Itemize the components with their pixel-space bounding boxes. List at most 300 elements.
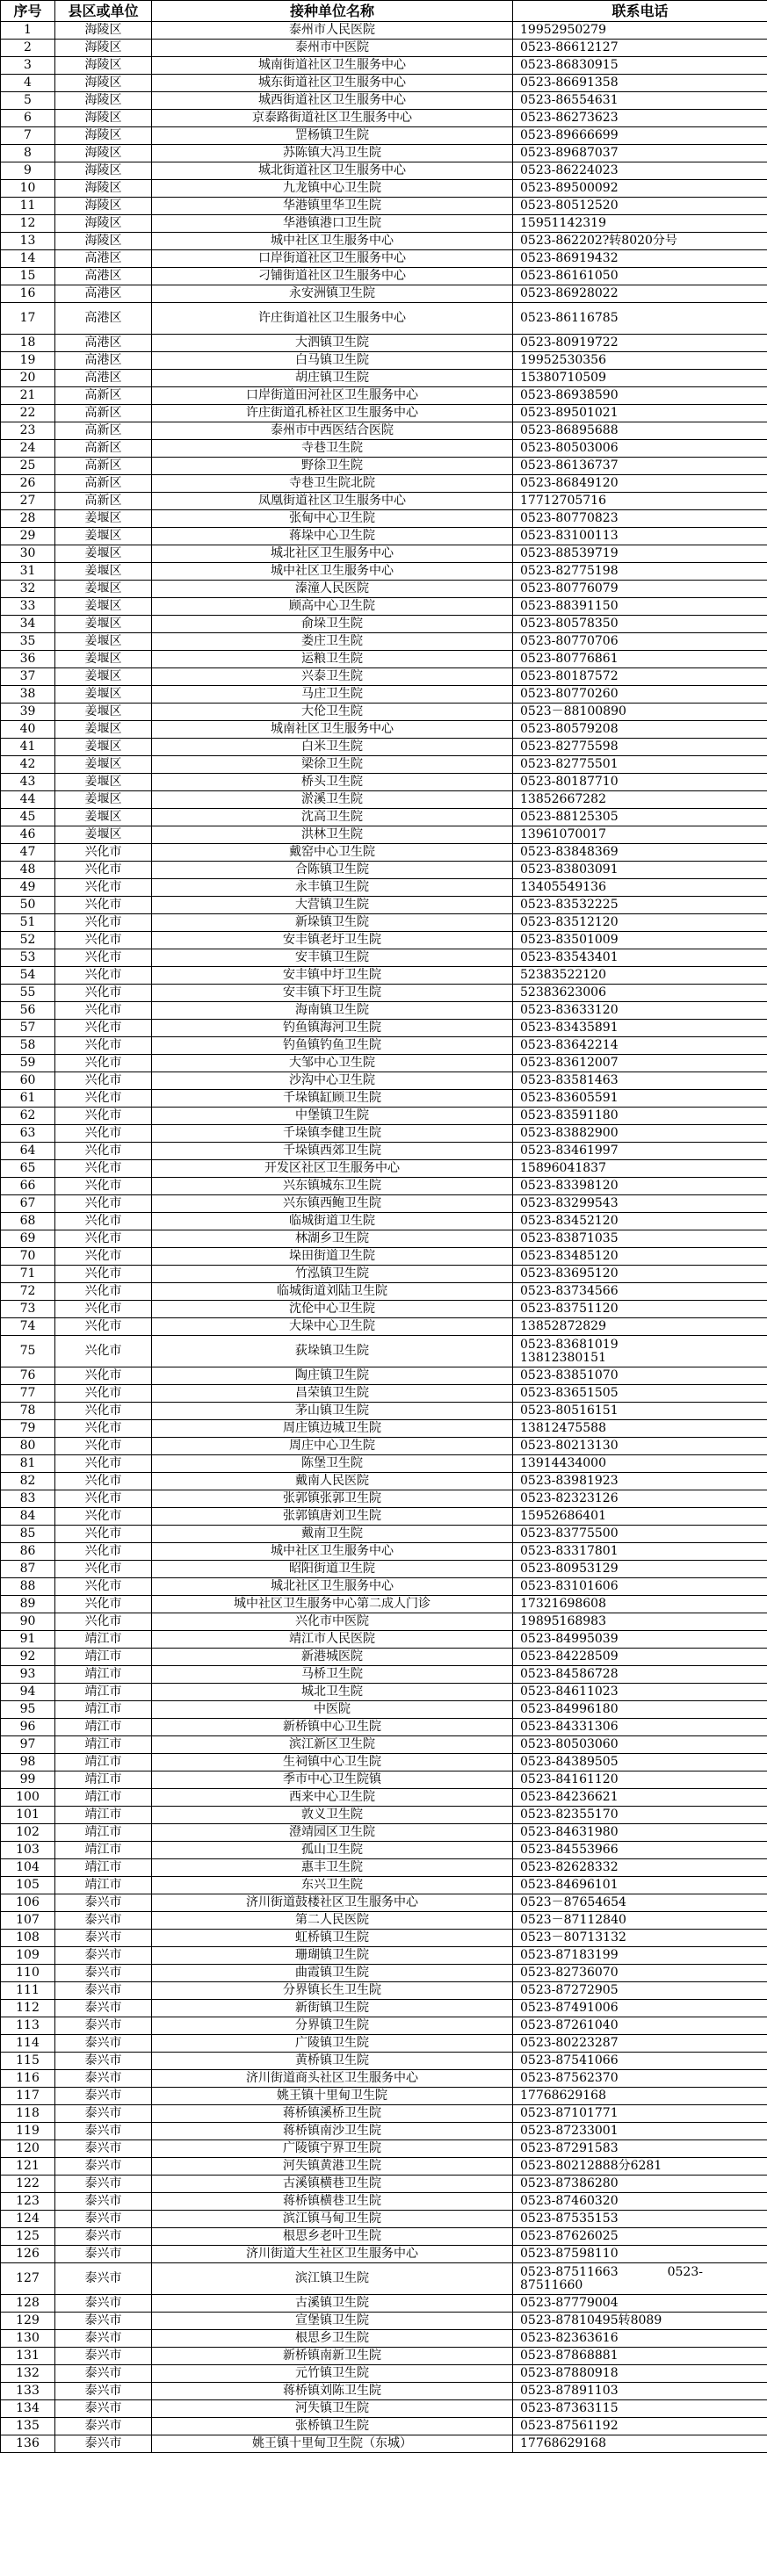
cell-unit: 陈堡卫生院 [152,1455,513,1473]
cell-unit: 永安洲镇卫生院 [152,285,513,303]
cell-no: 4 [1,75,55,92]
cell-district: 靖江市 [55,1701,152,1719]
cell-no: 71 [1,1266,55,1283]
cell-district: 靖江市 [55,1684,152,1701]
cell-no: 52 [1,932,55,949]
cell-unit: 临城街道刘陆卫生院 [152,1283,513,1301]
cell-no: 112 [1,2000,55,2017]
cell-unit: 马庄卫生院 [152,686,513,704]
cell-phone: 0523-86161050 [513,268,767,285]
cell-unit: 城中社区卫生服务中心 [152,1543,513,1561]
cell-phone: 0523-86928022 [513,285,767,303]
cell-unit: 根思乡卫生院 [152,2330,513,2348]
table-row [1,1754,767,1771]
cell-phone: 0523-89666699 [513,127,767,145]
cell-no: 24 [1,440,55,458]
cell-phone: 0523-89687037 [513,145,767,162]
cell-unit: 广陵镇宁界卫生院 [152,2140,513,2158]
cell-phone: 0523-83452120 [513,1213,767,1230]
cell-phone: 0523-86116785 [513,303,767,335]
cell-unit: 城北卫生院 [152,1684,513,1701]
cell-phone: 0523-80516151 [513,1403,767,1420]
table-row [1,2088,767,2105]
cell-district: 泰兴市 [55,2228,152,2246]
cell-phone: 0523-84553966 [513,1842,767,1859]
cell-phone: 52383623006 [513,985,767,1002]
cell-no: 46 [1,826,55,844]
table-row [1,1666,767,1684]
cell-district: 兴化市 [55,1055,152,1072]
cell-unit: 凤凰街道社区卫生服务中心 [152,493,513,510]
cell-phone: 0523-87460320 [513,2193,767,2211]
cell-district: 靖江市 [55,1736,152,1754]
cell-district: 兴化市 [55,1230,152,1248]
cell-unit: 滨江镇卫生院 [152,2263,513,2295]
cell-unit: 千垛镇缸顾卫生院 [152,1090,513,1108]
cell-unit: 宣堡镇卫生院 [152,2313,513,2330]
cell-district: 海陵区 [55,110,152,127]
table-row [1,1842,767,1859]
cell-district: 泰兴市 [55,2193,152,2211]
cell-unit: 新港城医院 [152,1649,513,1666]
table-row [1,75,767,92]
cell-no: 119 [1,2123,55,2140]
cell-no: 57 [1,1020,55,1037]
cell-unit: 泰州市人民医院 [152,22,513,40]
cell-no: 23 [1,422,55,440]
cell-district: 泰兴市 [55,2365,152,2383]
cell-unit: 胡庄镇卫生院 [152,370,513,387]
table-row [1,1561,767,1578]
cell-unit: 昌荣镇卫生院 [152,1385,513,1403]
cell-phone: 0523-89501021 [513,405,767,422]
table-row [1,2070,767,2088]
cell-district: 兴化市 [55,1318,152,1336]
cell-unit: 泰州市中西医结合医院 [152,422,513,440]
cell-no: 80 [1,1438,55,1455]
cell-phone: 0523-87626025 [513,2228,767,2246]
cell-unit: 济川街道商头社区卫生服务中心 [152,2070,513,2088]
cell-no: 108 [1,1930,55,1947]
cell-unit: 洪林卫生院 [152,826,513,844]
table-row [1,967,767,985]
cell-no: 26 [1,475,55,493]
cell-district: 泰兴市 [55,2035,152,2053]
cell-no: 48 [1,862,55,879]
cell-phone: 0523-83751120 [513,1301,767,1318]
cell-district: 姜堰区 [55,528,152,545]
table-row [1,598,767,616]
cell-phone: 0523-83612007 [513,1055,767,1072]
cell-district: 姜堰区 [55,633,152,651]
cell-no: 121 [1,2158,55,2176]
cell-district: 海陵区 [55,57,152,75]
cell-no: 36 [1,651,55,668]
cell-phone: 15951142319 [513,215,767,233]
cell-district: 海陵区 [55,180,152,198]
cell-unit: 虹桥镇卫生院 [152,1930,513,1947]
cell-no: 101 [1,1807,55,1824]
cell-district: 高新区 [55,387,152,405]
cell-phone: 0523-83299543 [513,1195,767,1213]
table-row [1,1403,767,1420]
cell-no: 31 [1,563,55,581]
cell-district: 泰兴市 [55,2313,152,2330]
cell-no: 123 [1,2193,55,2211]
cell-phone: 0523-80503060 [513,1736,767,1754]
table-row [1,932,767,949]
cell-no: 135 [1,2418,55,2435]
cell-no: 75 [1,1336,55,1367]
cell-unit: 京泰路街道社区卫生服务中心 [152,110,513,127]
cell-unit: 新桥镇中心卫生院 [152,1719,513,1736]
cell-unit: 千垛镇李健卫生院 [152,1125,513,1143]
cell-district: 兴化市 [55,1213,152,1230]
cell-no: 12 [1,215,55,233]
table-row [1,2383,767,2400]
table-row [1,897,767,914]
cell-phone: 13852872829 [513,1318,767,1336]
cell-unit: 曲霞镇卫生院 [152,1965,513,1982]
cell-phone: 19952530356 [513,352,767,370]
cell-district: 高港区 [55,285,152,303]
table-row [1,2123,767,2140]
cell-district: 高新区 [55,493,152,510]
cell-district: 姜堰区 [55,616,152,633]
cell-district: 兴化市 [55,1455,152,1473]
cell-no: 40 [1,721,55,739]
cell-no: 126 [1,2246,55,2263]
cell-district: 姜堰区 [55,563,152,581]
table-row [1,92,767,110]
cell-no: 109 [1,1947,55,1965]
cell-phone: 0523-87810495转8089 [513,2313,767,2330]
cell-unit: 新垛镇卫生院 [152,914,513,932]
cell-no: 35 [1,633,55,651]
cell-unit: 寺巷卫生院 [152,440,513,458]
cell-no: 5 [1,92,55,110]
cell-phone: 0523-83317801 [513,1543,767,1561]
cell-no: 133 [1,2383,55,2400]
cell-district: 兴化市 [55,1561,152,1578]
cell-phone: 0523-83512120 [513,914,767,932]
table-row [1,2365,767,2383]
cell-district: 泰兴市 [55,1894,152,1912]
cell-phone: 0523-87511663 0523- 87511660 [513,2263,767,2295]
cell-no: 87 [1,1561,55,1578]
table-row [1,110,767,127]
cell-no: 115 [1,2053,55,2070]
table-row [1,1596,767,1613]
table-row [1,668,767,686]
cell-phone: 0523-80776861 [513,651,767,668]
table-row [1,422,767,440]
cell-unit: 惠丰卫生院 [152,1859,513,1877]
cell-district: 兴化市 [55,862,152,879]
cell-unit: 城中社区卫生服务中心 [152,563,513,581]
cell-district: 靖江市 [55,1789,152,1807]
cell-no: 81 [1,1455,55,1473]
cell-unit: 茅山镇卫生院 [152,1403,513,1420]
table-row [1,879,767,897]
cell-phone: 0523-87561192 [513,2418,767,2435]
cell-district: 海陵区 [55,92,152,110]
cell-no: 92 [1,1649,55,1666]
table-row [1,22,767,40]
cell-phone: 0523-84236621 [513,1789,767,1807]
cell-phone: 0523-84161120 [513,1771,767,1789]
cell-phone: 17321698608 [513,1596,767,1613]
cell-phone: 17712705716 [513,493,767,510]
cell-no: 9 [1,162,55,180]
cell-unit: 昭阳街道卫生院 [152,1561,513,1578]
table-row [1,40,767,57]
cell-no: 79 [1,1420,55,1438]
cell-no: 21 [1,387,55,405]
cell-phone: 0523-80776079 [513,581,767,598]
cell-district: 靖江市 [55,1649,152,1666]
cell-no: 72 [1,1283,55,1301]
cell-district: 兴化市 [55,1283,152,1301]
cell-district: 泰兴市 [55,2070,152,2088]
cell-phone: 0523-84611023 [513,1684,767,1701]
table-row [1,809,767,826]
cell-unit: 根思乡老叶卫生院 [152,2228,513,2246]
cell-district: 海陵区 [55,233,152,250]
cell-no: 2 [1,40,55,57]
cell-no: 106 [1,1894,55,1912]
cell-unit: 安丰镇卫生院 [152,949,513,967]
cell-no: 34 [1,616,55,633]
cell-phone: 0523-86136737 [513,458,767,475]
cell-unit: 济川街道大生社区卫生服务中心 [152,2246,513,2263]
cell-district: 兴化市 [55,1508,152,1526]
cell-unit: 俞垛卫生院 [152,616,513,633]
cell-district: 兴化市 [55,1438,152,1455]
cell-phone: 0523-88539719 [513,545,767,563]
cell-no: 113 [1,2017,55,2035]
cell-no: 98 [1,1754,55,1771]
table-row [1,493,767,510]
cell-district: 兴化市 [55,1596,152,1613]
table-row [1,826,767,844]
cell-no: 93 [1,1666,55,1684]
cell-phone: 0523-84631980 [513,1824,767,1842]
cell-no: 17 [1,303,55,335]
cell-unit: 大泗镇卫生院 [152,335,513,352]
cell-phone: 0523-83651505 [513,1385,767,1403]
cell-phone: 0523-86895688 [513,422,767,440]
cell-unit: 海南镇卫生院 [152,1002,513,1020]
cell-unit: 城南街道社区卫生服务中心 [152,57,513,75]
cell-district: 兴化市 [55,1578,152,1596]
cell-no: 120 [1,2140,55,2158]
table-row [1,1684,767,1701]
table-row [1,1649,767,1666]
cell-phone: 0523-82736070 [513,1965,767,1982]
cell-unit: 娄庄卫生院 [152,633,513,651]
cell-no: 117 [1,2088,55,2105]
cell-unit: 城中社区卫生服务中心 [152,233,513,250]
table-row [1,985,767,1002]
table-row [1,1438,767,1455]
cell-phone: 0523-80579208 [513,721,767,739]
cell-phone: 13914434000 [513,1455,767,1473]
cell-no: 129 [1,2313,55,2330]
header-phone: 联系电话 [513,1,767,22]
cell-unit: 广陵镇卫生院 [152,2035,513,2053]
cell-unit: 白米卫生院 [152,739,513,756]
cell-no: 83 [1,1490,55,1508]
cell-phone: 0523-83605591 [513,1090,767,1108]
table-row [1,2158,767,2176]
table-row [1,1613,767,1631]
table-row [1,1266,767,1283]
cell-district: 泰兴市 [55,2017,152,2035]
cell-unit: 中医院 [152,1701,513,1719]
table-row [1,1631,767,1649]
cell-phone: 0523-80770823 [513,510,767,528]
table-row [1,2418,767,2435]
cell-district: 泰兴市 [55,2348,152,2365]
table-row [1,563,767,581]
cell-unit: 河失镇卫生院 [152,2400,513,2418]
cell-district: 高新区 [55,458,152,475]
header-no: 序号 [1,1,55,22]
table-row [1,57,767,75]
cell-no: 53 [1,949,55,967]
cell-district: 靖江市 [55,1719,152,1736]
cell-phone: 0523-87233001 [513,2123,767,2140]
cell-district: 靖江市 [55,1631,152,1649]
cell-unit: 大邹中心卫生院 [152,1055,513,1072]
table-row [1,844,767,862]
cell-phone: 0523-87101771 [513,2105,767,2123]
cell-no: 96 [1,1719,55,1736]
cell-phone: 0523-82775598 [513,739,767,756]
cell-district: 海陵区 [55,198,152,215]
cell-unit: 许庄街道社区卫生服务中心 [152,303,513,335]
cell-district: 泰兴市 [55,2295,152,2313]
cell-district: 兴化市 [55,1543,152,1561]
cell-district: 兴化市 [55,1125,152,1143]
cell-district: 海陵区 [55,127,152,145]
cell-unit: 溱潼人民医院 [152,581,513,598]
cell-district: 姜堰区 [55,668,152,686]
table-row [1,1877,767,1894]
table-row [1,1020,767,1037]
cell-phone: 0523-86612127 [513,40,767,57]
cell-phone: 0523-82323126 [513,1490,767,1508]
table-row [1,1055,767,1072]
cell-district: 泰兴市 [55,1965,152,1982]
cell-no: 103 [1,1842,55,1859]
cell-no: 20 [1,370,55,387]
cell-phone: 0523-83695120 [513,1266,767,1283]
table-row [1,510,767,528]
table-row [1,1420,767,1438]
cell-district: 兴化市 [55,1613,152,1631]
cell-unit: 澄靖园区卫生院 [152,1824,513,1842]
cell-district: 泰兴市 [55,2140,152,2158]
cell-no: 14 [1,250,55,268]
table-row [1,180,767,198]
cell-district: 泰兴市 [55,1947,152,1965]
cell-phone: 0523-83435891 [513,1020,767,1037]
table-row [1,215,767,233]
cell-district: 泰兴市 [55,2400,152,2418]
table-row [1,335,767,352]
cell-unit: 戴窑中心卫生院 [152,844,513,862]
cell-district: 姜堰区 [55,581,152,598]
cell-unit: 大垛中心卫生院 [152,1318,513,1336]
table-row [1,1230,767,1248]
cell-district: 高港区 [55,352,152,370]
cell-unit: 许庄街道孔桥社区卫生服务中心 [152,405,513,422]
cell-unit: 兴化市中医院 [152,1613,513,1631]
cell-no: 44 [1,791,55,809]
table-row [1,1543,767,1561]
cell-district: 靖江市 [55,1807,152,1824]
cell-no: 6 [1,110,55,127]
cell-phone: 0523-87291583 [513,2140,767,2158]
table-row [1,440,767,458]
cell-district: 靖江市 [55,1666,152,1684]
cell-unit: 蒋垛中心卫生院 [152,528,513,545]
cell-district: 靖江市 [55,1877,152,1894]
table-row [1,651,767,668]
cell-phone: 0523-87491006 [513,2000,767,2017]
table-row [1,405,767,422]
cell-phone: 0523-83848369 [513,844,767,862]
cell-no: 128 [1,2295,55,2313]
cell-unit: 姚王镇十里甸卫生院 [152,2088,513,2105]
cell-unit: 安丰镇中圩卫生院 [152,967,513,985]
table-row [1,250,767,268]
cell-no: 41 [1,739,55,756]
cell-district: 兴化市 [55,1178,152,1195]
cell-unit: 桥头卫生院 [152,774,513,791]
cell-unit: 周庄中心卫生院 [152,1438,513,1455]
cell-district: 靖江市 [55,1859,152,1877]
cell-no: 84 [1,1508,55,1526]
cell-no: 100 [1,1789,55,1807]
cell-phone: 0523-83543401 [513,949,767,967]
cell-phone: 15380710509 [513,370,767,387]
cell-unit: 竹泓镇卫生院 [152,1266,513,1283]
table-row [1,1701,767,1719]
cell-phone: 0523-80213130 [513,1438,767,1455]
cell-district: 靖江市 [55,1842,152,1859]
cell-district: 兴化市 [55,1195,152,1213]
cell-phone: 0523-87363115 [513,2400,767,2418]
table-row [1,145,767,162]
cell-no: 97 [1,1736,55,1754]
cell-no: 47 [1,844,55,862]
cell-unit: 城北社区卫生服务中心 [152,1578,513,1596]
cell-unit: 济川街道鼓楼社区卫生服务中心 [152,1894,513,1912]
cell-no: 114 [1,2035,55,2053]
table-row [1,2105,767,2123]
cell-unit: 黄桥镇卫生院 [152,2053,513,2070]
cell-district: 兴化市 [55,844,152,862]
cell-district: 兴化市 [55,1301,152,1318]
cell-phone: 0523-86273623 [513,110,767,127]
cell-phone: 0523-80770260 [513,686,767,704]
cell-unit: 开发区社区卫生服务中心 [152,1160,513,1178]
cell-district: 泰兴市 [55,2053,152,2070]
table-row [1,1490,767,1508]
